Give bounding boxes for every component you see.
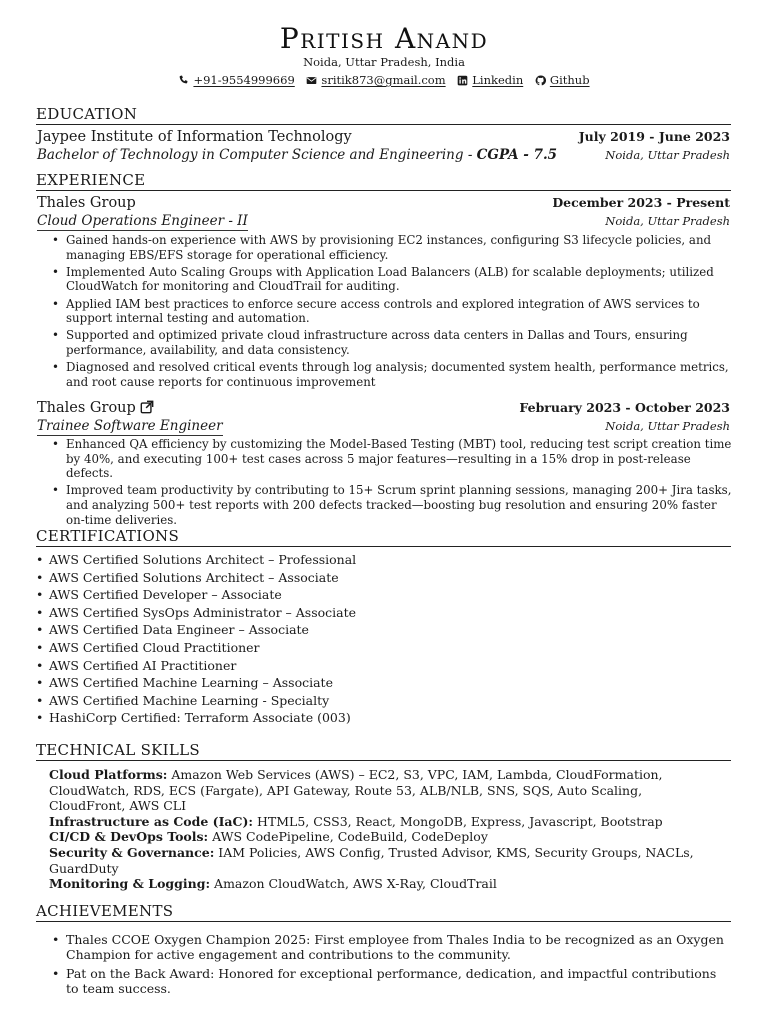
skill-key: CI/CD & DevOps Tools:	[49, 829, 209, 845]
list-item: • Improved team productivity by contributing to 15+ Scrum sprint planning sessions, managing 200+ Jira tasks, and analyzing 500+ test reports with 200 defects tracked—boosting bug resolution and ensuring 20% faster on-time deliveries.	[50, 483, 732, 527]
list-item: • AWS Certified Cloud Practitioner	[36, 639, 636, 657]
education-heading: EDUCATION	[36, 105, 731, 125]
job-2-company-wrap	[37, 400, 154, 416]
certifications-heading: CERTIFICATIONS	[36, 527, 731, 547]
job-2-role: Trainee Software Engineer	[37, 418, 223, 434]
skills-list	[49, 767, 719, 892]
linkedin-contact[interactable]	[457, 72, 523, 88]
skill-value: Amazon CloudWatch, AWS X-Ray, CloudTrail	[210, 876, 497, 892]
cgpa: CGPA - 7.5	[476, 147, 558, 163]
experience-heading: EXPERIENCE	[36, 171, 731, 191]
job-2-place: Noida, Uttar Pradesh	[605, 419, 730, 433]
job-2-row-2	[37, 418, 730, 434]
skill-row	[49, 767, 719, 814]
list-item: • AWS Certified AI Practitioner	[36, 657, 636, 675]
list-item: • AWS Certified Solutions Architect – Associate	[36, 569, 636, 587]
school-name: Jaypee Institute of Information Technology	[37, 129, 352, 145]
achievements-heading: ACHIEVEMENTS	[36, 902, 731, 922]
skill-row	[49, 876, 719, 892]
candidate-name: Pritish Anand	[279, 22, 489, 55]
list-item: • AWS Certified SysOps Administrator – Associate	[36, 604, 636, 622]
list-item: • Pat on the Back Award: Honored for exceptional performance, dedication, and impactful contributions to team success.	[50, 966, 732, 997]
skill-value: AWS CodePipeline, CodeBuild, CodeDeploy	[208, 829, 488, 845]
job-2-dates: February 2023 - October 2023	[519, 400, 730, 415]
education-row-2	[37, 147, 730, 163]
list-item: • AWS Certified Solutions Architect – Professional	[36, 551, 636, 569]
skill-key: Infrastructure as Code (IaC):	[49, 813, 254, 829]
list-item: • Thales CCOE Oxygen Champion 2025: First employee from Thales India to be recognized as an Oxygen Champion for active engagement and contributions to the community.	[50, 932, 732, 963]
list-item: • Diagnosed and resolved critical events through log analysis; documented system health, performance metrics, and root cause reports for continuous improvement	[50, 360, 732, 389]
job-1-bullets	[50, 233, 732, 392]
skill-value: Amazon Web Services (AWS) – EC2, S3, VPC, IAM, Lambda, CloudFormation, CloudWatch, RDS, ECS (Fargate), API Gateway, Route 53, ALB/NLB, SNS, SQS, Auto Scaling, CloudFront, AWS CLI	[49, 767, 663, 814]
list-item: • AWS Certified Machine Learning - Specialty	[36, 692, 636, 710]
degree-name: Bachelor of Technology in Computer Science and Engineering -	[37, 147, 477, 163]
github-icon	[535, 75, 546, 86]
job-2-row-1	[37, 400, 730, 416]
job-2-bullets	[50, 437, 732, 530]
education-row-1	[37, 129, 730, 145]
mail-icon	[306, 75, 317, 86]
list-item: • Supported and optimized private cloud infrastructure across data centers in Dallas and Tours, ensuring performance, availability, and data consistency.	[50, 328, 732, 357]
skill-key: Cloud Platforms:	[49, 767, 168, 782]
education-place: Noida, Uttar Pradesh	[605, 148, 730, 162]
email-contact[interactable]	[306, 72, 445, 88]
phone-icon	[178, 75, 189, 86]
degree-line	[37, 147, 557, 163]
skill-row	[49, 814, 719, 830]
github-link[interactable]: Github	[549, 73, 590, 87]
contact-bar	[0, 72, 768, 90]
linkedin-link[interactable]: Linkedin	[472, 73, 524, 87]
job-1-dates: December 2023 - Present	[552, 195, 730, 210]
list-item: • Enhanced QA efficiency by customizing the Model-Based Testing (MBT) tool, reducing test script creation time by 40%, and executing 100+ test cases across 5 major features—resulting in a 15% drop in post-release defects.	[50, 437, 732, 481]
list-item: • AWS Certified Machine Learning – Associate	[36, 674, 636, 692]
certifications-list	[36, 551, 636, 727]
job-1-row-1	[37, 195, 730, 211]
job-1-row-2	[37, 213, 730, 229]
skill-row	[49, 829, 719, 845]
achievements-list	[50, 932, 732, 1000]
skill-value: IAM Policies, AWS Config, Trusted Advisor, KMS, Security Groups, NACLs, GuardDuty	[49, 844, 694, 876]
skill-key: Monitoring & Logging:	[49, 876, 211, 892]
job-1-role: Cloud Operations Engineer - II	[37, 213, 248, 229]
candidate-location: Noida, Uttar Pradesh, India	[303, 55, 465, 69]
skill-value: HTML5, CSS3, React, MongoDB, Express, Javascript, Bootstrap	[253, 813, 663, 829]
list-item: • HashiCorp Certified: Terraform Associate (003)	[36, 709, 636, 727]
skills-heading: TECHNICAL SKILLS	[36, 741, 731, 761]
job-1-place: Noida, Uttar Pradesh	[605, 214, 730, 228]
skill-key: Security & Governance:	[49, 844, 215, 860]
email-link[interactable]: sritik873@gmail.com	[321, 73, 446, 87]
education-dates: July 2019 - June 2023	[578, 129, 730, 144]
list-item: • Gained hands-on experience with AWS by provisioning EC2 instances, configuring S3 lifecycle policies, and managing EBS/EFS storage for operational efficiency.	[50, 233, 732, 262]
skill-row	[49, 845, 719, 876]
phone-contact[interactable]	[178, 72, 294, 88]
job-1-company: Thales Group	[37, 195, 136, 211]
list-item: • Applied IAM best practices to enforce secure access controls and explored integration of AWS services to support internal testing and automation.	[50, 297, 732, 326]
list-item: • AWS Certified Data Engineer – Associate	[36, 621, 636, 639]
list-item: • Implemented Auto Scaling Groups with Application Load Balancers (ALB) for scalable deployments; utilized CloudWatch for monitoring and CloudTrail for auditing.	[50, 265, 732, 294]
list-item: • AWS Certified Developer – Associate	[36, 586, 636, 604]
job-2-company: Thales Group	[37, 400, 136, 416]
linkedin-icon	[457, 75, 468, 86]
github-contact[interactable]	[535, 72, 590, 88]
phone-link[interactable]: +91-9554999669	[193, 73, 295, 87]
external-link-icon[interactable]	[140, 400, 154, 414]
